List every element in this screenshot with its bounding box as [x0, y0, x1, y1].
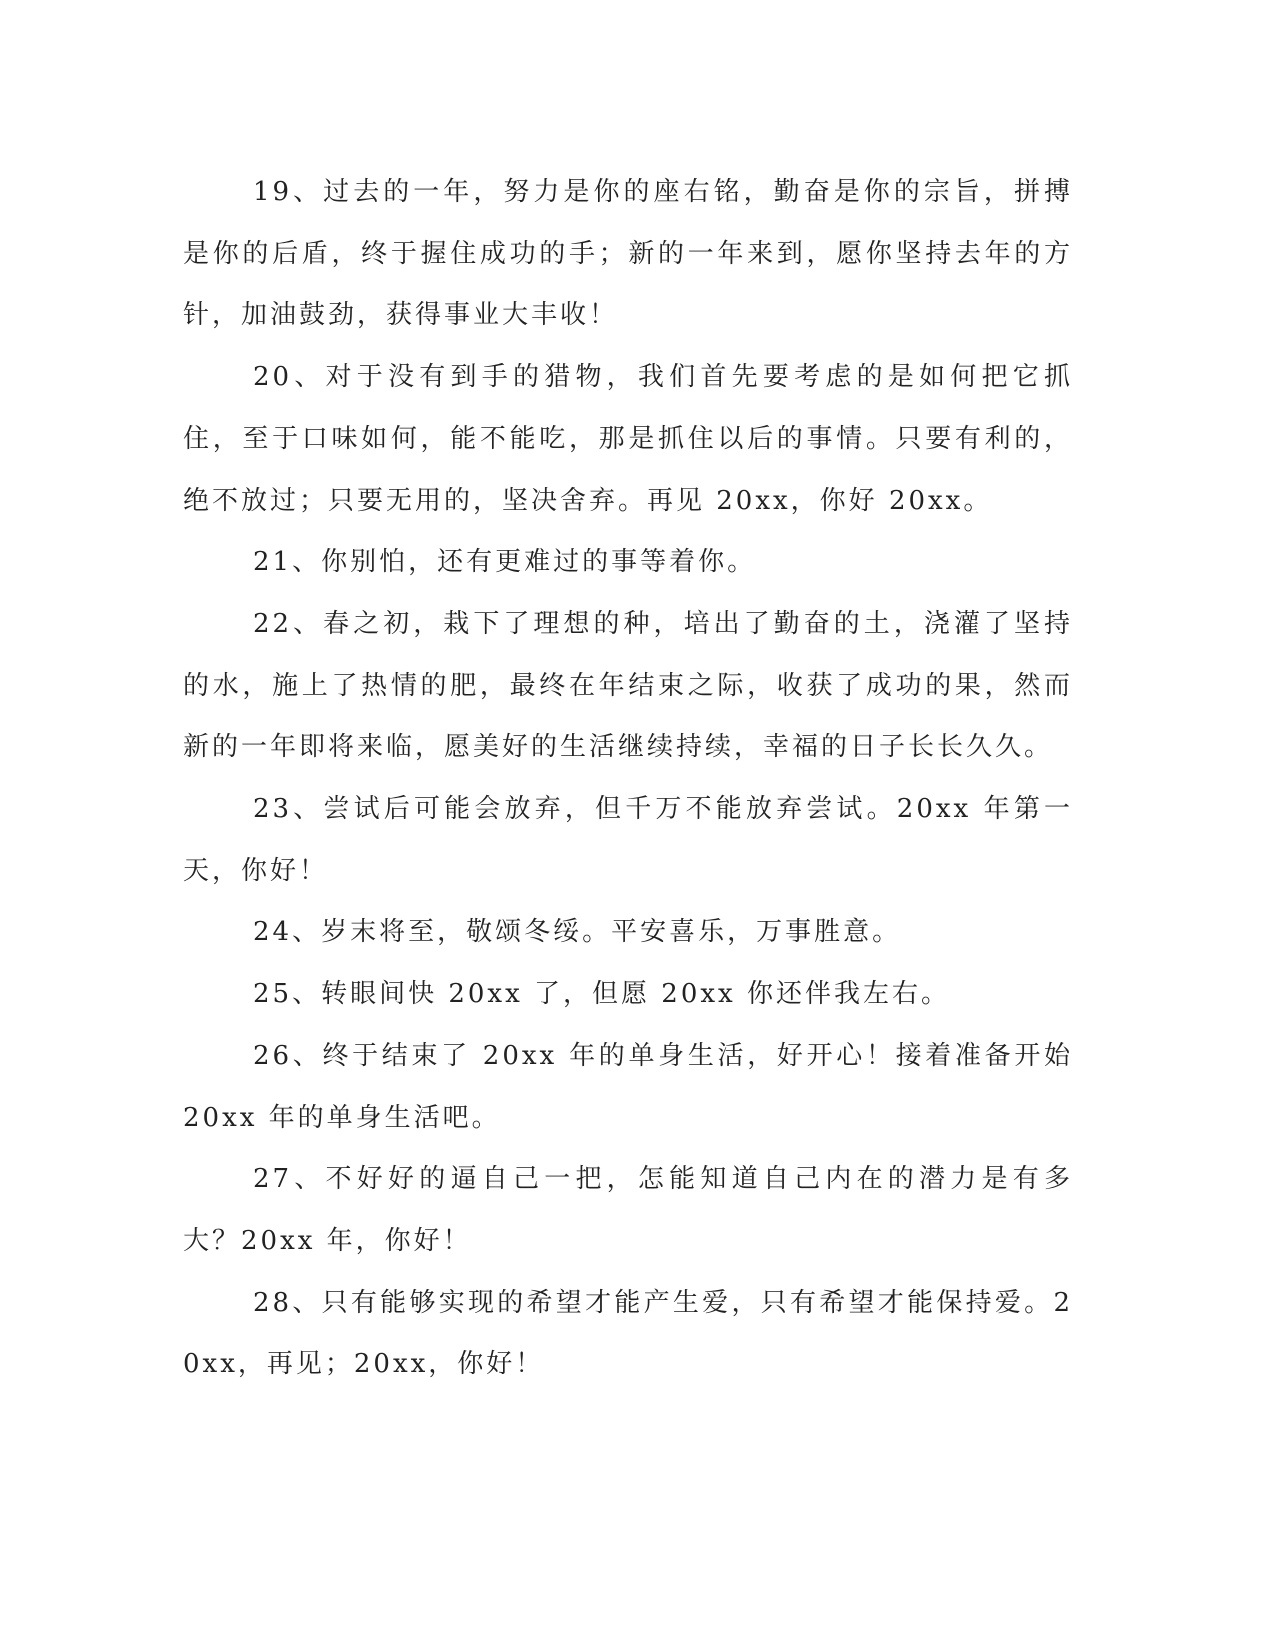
paragraph-19: 19、过去的一年，努力是你的座右铭，勤奋是你的宗旨，拼搏是你的后盾，终于握住成功的手；新的一年来到，愿你坚持去年的方针，加油鼓劲，获得事业大丰收！ [183, 177, 1073, 331]
paragraph-24: 24、岁末将至，敬颂冬绥。平安喜乐，万事胜意。 [253, 917, 902, 948]
paragraph-22: 22、春之初，栽下了理想的种，培出了勤奋的土，浇灌了坚持的水，施上了热情的肥，最终在年结束之际，收获了成功的果，然而新的一年即将来临，愿美好的生活继续持续，幸福的日子长长久久。 [183, 608, 1073, 763]
paragraph-26: 26、终于结束了 20xx 年的单身生活，好开心！接着准备开始 20xx 年的单身生活吧。 [183, 1040, 1073, 1133]
paragraph-25: 25、转眼间快 20xx 了，但愿 20xx 你还伴我左右。 [253, 979, 950, 1010]
paragraph-20: 20、对于没有到手的猎物，我们首先要考虑的是如何把它抓住，至于口味如何，能不能吃，那是抓住以后的事情。只要有利的，绝不放过；只要无用的，坚决舍弃。再见 20xx，你好 20xx。 [183, 362, 1073, 516]
paragraph-28: 28、只有能够实现的希望才能产生爱，只有希望才能保持爱。20xx，再见；20xx，你好！ [183, 1287, 1073, 1380]
paragraph-27: 27、不好好的逼自己一把，怎能知道自己内在的潜力是有多大？20xx 年，你好！ [183, 1164, 1073, 1256]
paragraph-23: 23、尝试后可能会放弃，但千万不能放弃尝试。20xx 年第一天，你好！ [183, 794, 1073, 886]
document-body [183, 162, 1073, 1396]
paragraph-21: 21、你别怕，还有更难过的事等着你。 [253, 547, 757, 578]
